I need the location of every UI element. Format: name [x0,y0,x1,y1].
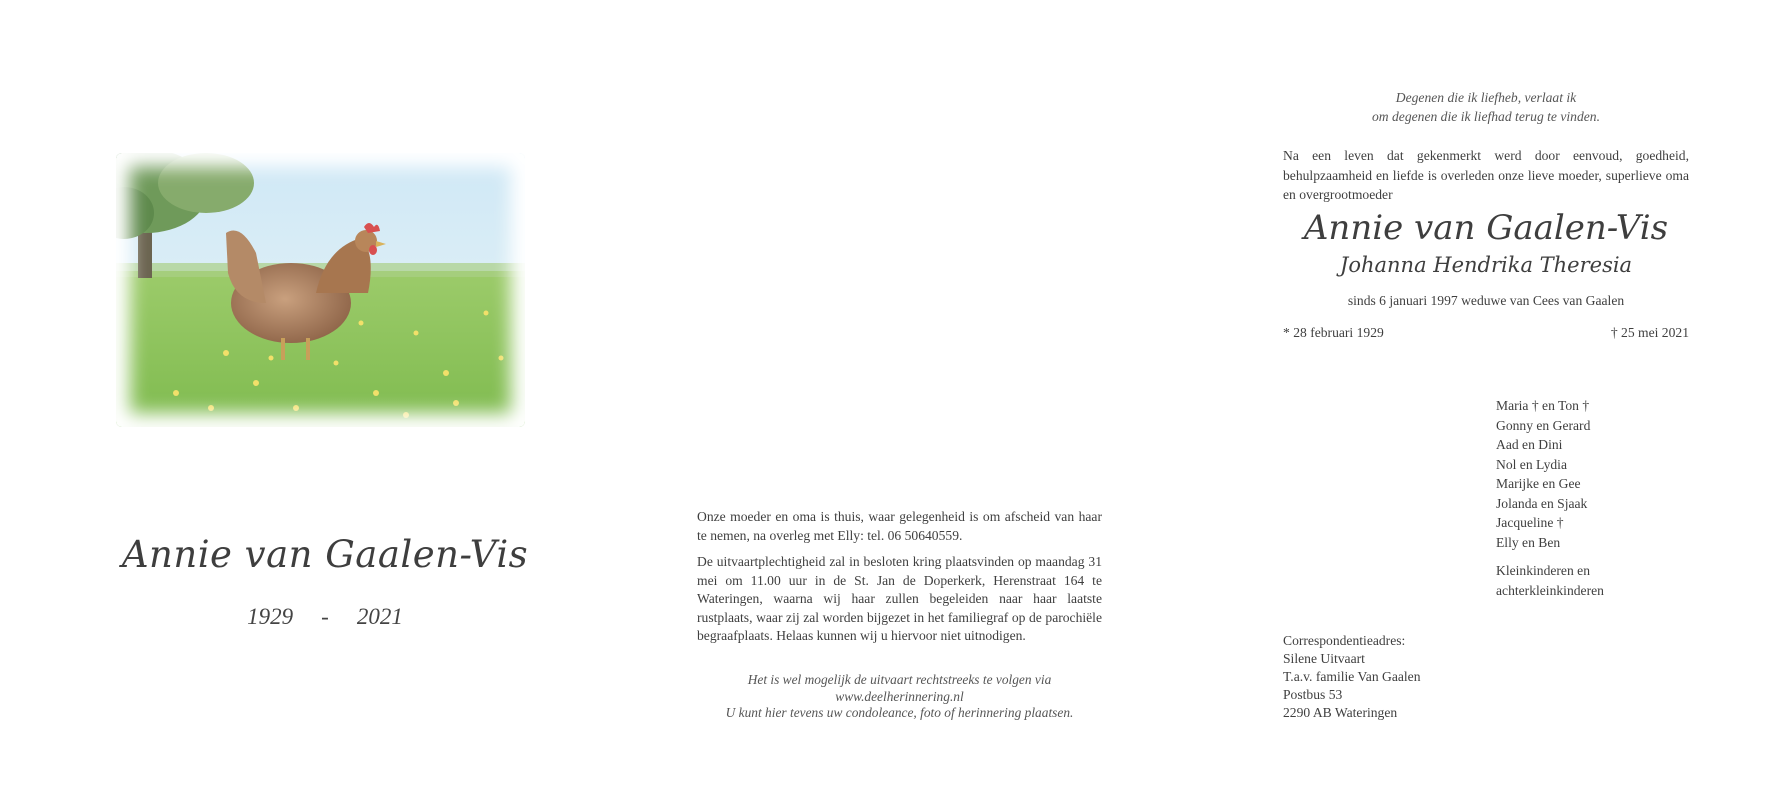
family-member: Nol en Lydia [1496,456,1567,472]
correspondence-line: 2290 AB Wateringen [1283,705,1398,720]
given-names: Johanna Hendrika Theresia [1339,253,1633,277]
birth-date: * 28 februari 1929 [1283,325,1384,340]
family-member: Maria † en Ton † [1496,398,1590,413]
quote-line-2: om degenen die ik liefhad terug te vinden. [1371,109,1600,124]
correspondence-line: T.a.v. familie Van Gaalen [1283,669,1421,684]
quote-line-1: Degenen die ik liefheb, verlaat ik [1395,90,1577,105]
correspondence-address [1283,632,1533,722]
ceremony-paragraph: De uitvaartplechtigheid zal in besloten kring plaatsvinden op maandag 31 mei om 11.00 uur in de St. Jan de Doperkerk, Herenstraat 164 te Wateringen, waarna wij haar zullen begeleiden naar haar laatste rustplaats, waar zij zal worden bijgezet in het familiegraf op de parochiële begraafplaats. Helaas kunnen wij u hiervoor niet uitnodigen. [697,554,1102,643]
visitation-paragraph: Onze moeder en oma is thuis, waar gelegenheid is om afscheid van haar te nemen, na overleg met Elly: tel. 06 50640559. [697,509,1102,543]
family-member: Jolanda en Sjaak [1496,495,1588,511]
livestream-line-3: U kunt hier tevens uw condoleance, foto of herinnering plaatsen. [725,705,1074,720]
correspondence-heading: Correspondentieadres: [1283,633,1406,648]
family-member: Marijke en Gee [1496,476,1581,491]
year-birth: 1929 [247,604,294,629]
birth-death-dates [1283,325,1689,341]
life-years [100,604,550,630]
grandchildren-line-2: achterkleinkinderen [1496,582,1604,598]
announcement-intro: Na een leven dat gekenmerkt werd door eenvoud, goedheid, behulpzaamheid en liefde is overleden onze lieve moeder, superlieve oma en overgrootmoeder [1283,148,1689,202]
hen-in-meadow-photo [116,153,525,427]
family-member: Aad en Dini [1496,437,1563,452]
year-separator: - [321,604,329,629]
year-death: 2021 [356,604,403,629]
livestream-note [697,672,1102,722]
family-member: Gonny en Gerard [1496,417,1591,433]
death-date: † 25 mei 2021 [1610,325,1689,340]
family-member: Jacqueline † [1496,515,1564,530]
deceased-name-right: Annie van Gaalen-Vis [1303,208,1669,248]
memorial-quote [1283,88,1689,126]
livestream-link[interactable]: www.deelherinnering.nl [835,688,964,704]
livestream-line-1: Het is wel mogelijk de uitvaart rechtstreeks te volgen via [747,672,1052,687]
family-member: Elly en Ben [1496,534,1561,550]
widow-line: sinds 6 januari 1997 weduwe van Cees van Gaalen [1347,293,1625,308]
correspondence-line: Silene Uitvaart [1283,651,1365,666]
funeral-information [697,508,1102,654]
correspondence-line: Postbus 53 [1283,687,1343,702]
deceased-name-left: Annie van Gaalen-Vis [121,533,529,576]
photo-vignette [116,153,525,427]
grandchildren-line-1: Kleinkinderen en [1496,563,1590,578]
family-list [1496,396,1686,600]
